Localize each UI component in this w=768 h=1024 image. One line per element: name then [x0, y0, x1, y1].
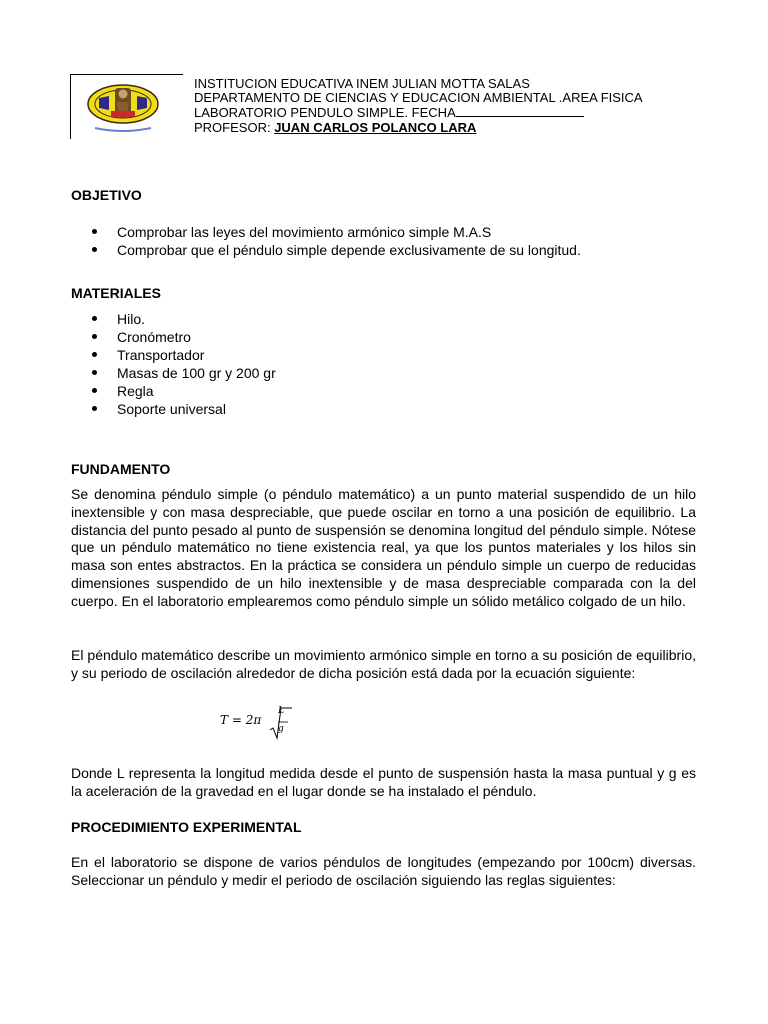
school-crest-icon	[85, 80, 161, 136]
logo-frame	[70, 74, 183, 139]
list-item: Comprobar las leyes del movimiento armónico simple M.A.S	[71, 223, 581, 241]
fundamento-heading: FUNDAMENTO	[71, 461, 171, 477]
list-item: Cronómetro	[71, 328, 276, 346]
materiales-list	[71, 310, 276, 418]
objetivo-heading: OBJETIVO	[71, 187, 142, 203]
document-header	[70, 74, 710, 140]
formula-numerator: L	[278, 706, 284, 716]
fundamento-paragraph-1: Se denomina péndulo simple (o péndulo matemático) a un punto material suspendido de un hilo inextensible y con masa despreciable, que puede oscilar en torno a una posición de equilibrio. La distancia del punto pesado al punto de suspensión se denomina longitud del péndulo simple. Nótese que un péndulo matemático no tiene existencia real, ya que los puntos materiales y los hilos sin masa son entes abstractos. En la práctica se considera un péndulo simple un cuerpo de reducidas dimensiones suspendido de un hilo inextensible y de masa despreciable comparada con la del cuerpo. En el laboratorio emplearemos como péndulo simple un sólido metálico colgado de un hilo.	[71, 486, 696, 609]
list-item: Transportador	[71, 346, 276, 364]
header-text	[194, 77, 643, 135]
professor-name: JUAN CARLOS POLANCO LARA	[274, 119, 477, 135]
procedimiento-paragraph-1: En el laboratorio se dispone de varios péndulos de longitudes (empezando por 100cm) diversas. Seleccionar un péndulo y medir el periodo de oscilación siguiendo las reglas siguientes:	[71, 854, 696, 888]
list-item: Comprobar que el péndulo simple depende exclusivamente de su longitud.	[71, 241, 581, 259]
list-item: Regla	[71, 382, 276, 400]
institution-name: INSTITUCION EDUCATIVA INEM JULIAN MOTTA SALAS	[194, 76, 530, 91]
professor-line	[194, 121, 643, 135]
lab-title-line	[194, 105, 643, 120]
objetivo-list	[71, 223, 581, 259]
formula-denominator: g	[278, 724, 284, 734]
professor-label: PROFESOR:	[194, 119, 275, 135]
formula-lhs: T = 2π	[220, 713, 262, 727]
procedimiento-heading: PROCEDIMIENTO EXPERIMENTAL	[71, 819, 302, 835]
department-name: DEPARTAMENTO DE CIENCIAS Y EDUCACION AMBIENTAL .AREA FISICA	[194, 90, 643, 106]
materiales-heading: MATERIALES	[71, 285, 161, 301]
list-item: Hilo.	[71, 310, 276, 328]
fundamento-paragraph-2: El péndulo matemático describe un movimiento armónico simple en torno a su posición de equilibrio, y su periodo de oscilación alrededor de dicha posición está dada por la ecuación siguiente:	[71, 647, 696, 681]
list-item: Soporte universal	[71, 400, 276, 418]
fundamento-paragraph-3: Donde L representa la longitud medida desde el punto de suspensión hasta la masa puntual y g es la aceleración de la gravedad en el lugar donde se ha instalado el péndulo.	[71, 765, 696, 799]
list-item: Masas de 100 gr y 200 gr	[71, 364, 276, 382]
date-blank-line	[456, 105, 584, 117]
period-formula	[220, 704, 300, 744]
lab-title: LABORATORIO PENDULO SIMPLE. FECHA	[194, 105, 456, 121]
